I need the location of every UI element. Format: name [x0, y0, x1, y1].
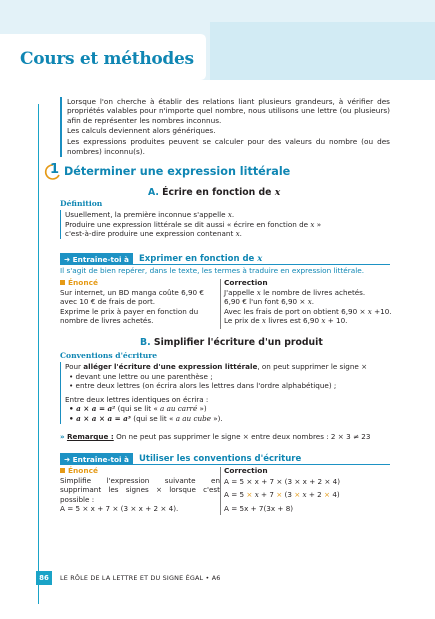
correction-b-line-2: A = 5 × x + 7 × (3 × x + 2 × 4): [224, 490, 340, 500]
section-number: 1: [50, 162, 60, 177]
left-margin-rule: [38, 104, 39, 604]
exercise-b-correction: [224, 466, 399, 513]
definition-label: Définition: [60, 199, 103, 208]
intro-paragraph-3: Les expressions produites peuvent se calculer pour des valeurs du nombre (ou des nombres) inconnu(s).: [67, 137, 390, 156]
square-rule: • a × a = a² (qui se lit « a au carré »): [69, 404, 207, 414]
enonce-square-icon: [60, 468, 65, 473]
part-a-heading: [148, 187, 280, 199]
list-item: • devant une lettre ou une parenthèse ;: [69, 371, 213, 381]
header-band: [0, 0, 435, 86]
remark: [60, 432, 370, 441]
definition-box: [60, 210, 390, 239]
enonce-b-label: Énoncé: [60, 466, 220, 476]
correction-b-line-3: A = 5x + 7(3x + 8): [224, 503, 294, 513]
enonce-square-icon: [60, 280, 65, 285]
exercise-a-badge: ➜ Entraîne-toi à: [60, 253, 133, 265]
section-heading: [44, 163, 290, 181]
enonce-b-text: Simplifie l'expression suivante en supprimant les signes × lorsque c'est possible :: [60, 475, 220, 504]
exercise-a-rule: [60, 264, 390, 265]
intro-paragraph-1: Lorsque l'on cherche à établir des relations liant plusieurs grandeurs, à vérifier des propriétés valables pour n'importe quel nombre, nous utilisons une lettre (ou plusieurs) afin de représenter les nombres inconnus.: [67, 97, 390, 125]
correction-a-line-2: 6,90 € l'un font 6,90 × x.: [224, 297, 315, 307]
definition-line-2: Produire une expression littérale se dit aussi « écrire en fonction de x »: [65, 219, 322, 229]
enonce-a-label: Énoncé: [60, 278, 218, 288]
exercise-b-title: Utiliser les conventions d'écriture: [138, 453, 302, 464]
conventions-box: [60, 362, 390, 424]
part-a-title: Écrire en fonction de: [162, 187, 272, 198]
cube-rule: • a × a × a = a³ (qui se lit « a au cube »).: [69, 414, 223, 424]
exercise-b-separator: [220, 467, 221, 515]
intro-paragraph-2: Les calculs deviennent alors génériques.: [67, 126, 216, 136]
list-item: • entre deux lettres (on écrira alors les lettres dans l'ordre alphabétique) ;: [69, 381, 337, 391]
correction-a-label: Correction: [224, 278, 268, 287]
section-title: Déterminer une expression littérale: [64, 164, 291, 178]
intro-block: [60, 97, 390, 157]
section-number-badge: [44, 163, 62, 181]
part-a-variable: x: [274, 187, 281, 198]
definition-line-1: Usuellement, la première inconnue s'appelle x.: [65, 210, 235, 219]
conventions-line-2: Entre deux lettres identiques on écrira :: [65, 394, 209, 404]
exercise-a-intro: Il s'agit de bien repérer, dans le texte, les termes à traduire en expression littérale.: [60, 266, 365, 275]
exercise-a-title: Exprimer en fonction de x: [138, 253, 263, 264]
page-title: Cours et méthodes: [20, 49, 194, 69]
enonce-b-expression: A = 5 × x + 7 × (3 × x + 2 × 4).: [60, 504, 179, 514]
correction-a-line-3: Avec les frais de port on obtient 6,90 × x +10.: [224, 306, 392, 316]
enonce-a-text-2: Exprime le prix à payer en fonction du nombre de livres achetés.: [60, 306, 199, 326]
exercise-a-correction: [224, 278, 399, 326]
correction-a-line-1: J'appelle x le nombre de livres achetés.: [224, 287, 366, 297]
footer-chapter: LE RÔLE DE LA LETTRE ET DU SIGNE ÉGAL • A6: [60, 574, 221, 582]
enonce-a-text-1: Sur internet, un BD manga coûte 6,90 € avec 10 € de frais de port.: [60, 287, 204, 307]
correction-b-line-1: A = 5 × x + 7 × (3 × x + 2 × 4): [224, 476, 341, 486]
exercise-b-rule: [60, 464, 390, 465]
conventions-line-1: Pour alléger l'écriture d'une expression littérale, on peut supprimer le signe ×: [65, 362, 368, 371]
part-b-heading: [140, 337, 323, 349]
part-a-letter: A.: [148, 187, 159, 198]
exercise-b-enonce: [60, 466, 220, 514]
definition-line-3: c'est-à-dire produire une expression contenant x.: [65, 229, 242, 239]
exercise-a-enonce: [60, 278, 218, 326]
remark-arrow-icon: »: [60, 432, 65, 441]
conventions-list: [65, 372, 390, 391]
part-b-title: Simplifier l'écriture d'un produit: [153, 337, 323, 348]
exercise-b-badge: ➜ Entraîne-toi à: [60, 453, 133, 465]
remark-label: Remarque :: [66, 432, 114, 441]
correction-b-label: Correction: [224, 466, 268, 475]
exercise-a-separator: [220, 279, 221, 329]
correction-a-line-4: Le prix de x livres est 6,90 x + 10.: [224, 316, 348, 326]
conventions-label: Conventions d'écriture: [60, 351, 158, 360]
remark-text: On ne peut pas supprimer le signe × entre deux nombres : 2 × 3 ≠ 23: [116, 432, 371, 441]
part-b-letter: B.: [140, 337, 151, 348]
page-number: 86: [36, 571, 52, 585]
